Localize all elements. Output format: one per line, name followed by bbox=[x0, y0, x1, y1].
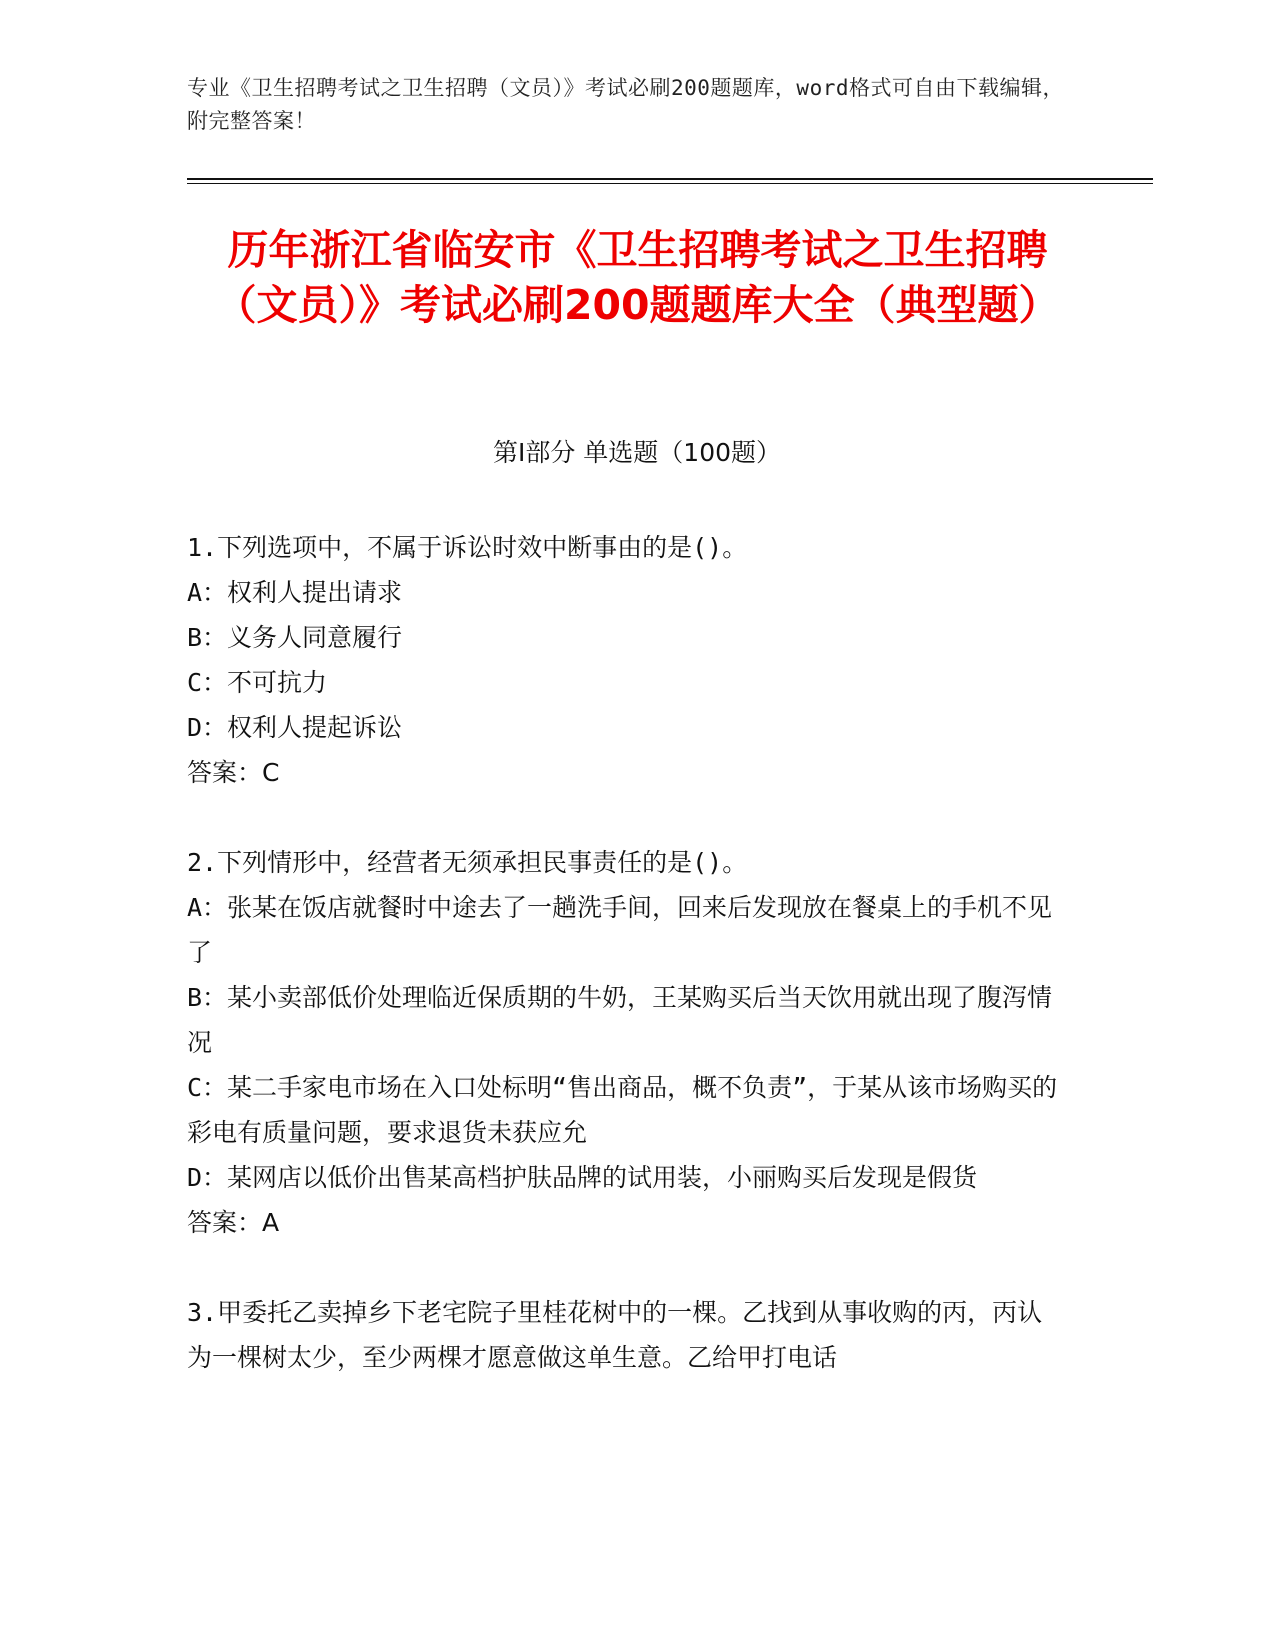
option-c: C：某二手家电市场在入口处标明“售出商品，概不负责”，于某从该市场购买的彩电有质量问题，要求退货未获应允 bbox=[187, 1073, 1058, 1147]
document-title: 历年浙江省临安市《卫生招聘考试之卫生招聘（文员）》考试必刷200题题库大全（典型题） bbox=[215, 226, 1060, 329]
option-d: D：权利人提起诉讼 bbox=[187, 713, 403, 742]
question-2 bbox=[187, 840, 1067, 1245]
question-stem: 1.下列选项中，不属于诉讼时效中断事由的是()。 bbox=[187, 533, 748, 562]
question-stem: 3.甲委托乙卖掉乡下老宅院子里桂花树中的一棵。乙找到从事收购的丙，丙认为一棵树太少，至少两棵才愿意做这单生意。乙给甲打电话 bbox=[187, 1298, 1043, 1372]
answer: 答案：A bbox=[187, 1208, 280, 1237]
question-stem: 2.下列情形中，经营者无须承担民事责任的是()。 bbox=[187, 848, 748, 877]
header-divider-thin bbox=[187, 183, 1153, 184]
option-a: A：张某在饭店就餐时中途去了一趟洗手间，回来后发现放在餐桌上的手机不见了 bbox=[187, 893, 1053, 967]
header-note: 专业《卫生招聘考试之卫生招聘（文员）》考试必刷200题题库，word格式可自由下载编辑，附完整答案！ bbox=[187, 76, 1064, 133]
option-c: C：不可抗力 bbox=[187, 668, 328, 697]
section-title: 第Ⅰ部分 单选题（100题） bbox=[492, 438, 782, 467]
option-b: B：义务人同意履行 bbox=[187, 623, 403, 652]
question-3 bbox=[187, 1290, 1067, 1380]
header-divider-thick bbox=[187, 178, 1153, 180]
question-1 bbox=[187, 525, 1067, 795]
question-list bbox=[187, 525, 1067, 1425]
option-b: B：某小卖部低价处理临近保质期的牛奶，王某购买后当天饮用就出现了腹泻情况 bbox=[187, 983, 1053, 1057]
option-a: A：权利人提出请求 bbox=[187, 578, 403, 607]
option-d: D：某网店以低价出售某高档护肤品牌的试用装，小丽购买后发现是假货 bbox=[187, 1163, 978, 1192]
answer: 答案：C bbox=[187, 758, 280, 787]
